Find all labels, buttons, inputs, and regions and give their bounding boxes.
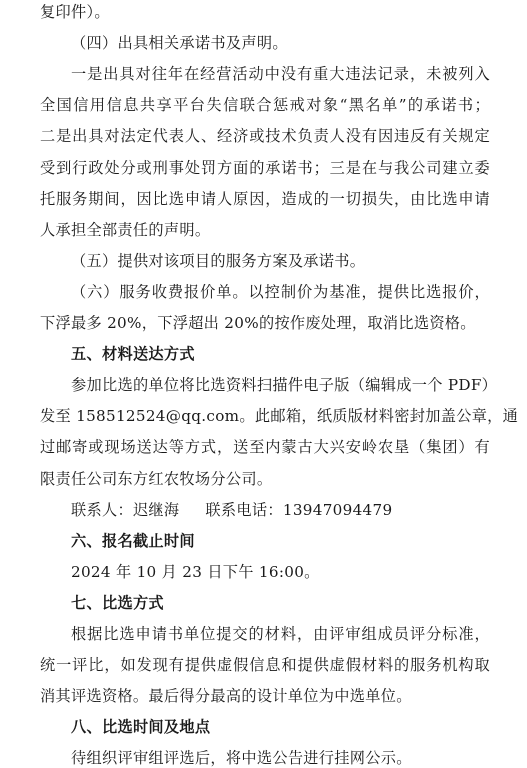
- item-5-heading: （五）提供对该项目的服务方案及承诺书。: [71, 251, 366, 270]
- paragraph-line: 待组织评审组评选后，将中选公告进行挂网公示。: [71, 749, 412, 768]
- paragraph-line: 人承担全部责任的声明。: [40, 220, 211, 239]
- paragraph-line: 根据比选申请书单位提交的材料，由评审组成员评分标准，: [71, 625, 490, 643]
- section-8-heading: 八、比选时间及地点: [71, 718, 211, 737]
- paragraph-line: 二是出具对法定代表人、经济或技术负责人没有因违反有关规定: [40, 127, 490, 146]
- section-7-heading: 七、比选方式: [71, 593, 164, 612]
- deadline-text: 2024 年 10 月 23 日下午 16:00。: [71, 562, 320, 581]
- paragraph-line: 过邮寄或现场送达等方式，送至内蒙古大兴安岭农垦（集团）有: [40, 438, 490, 457]
- section-5-heading: 五、材料送达方式: [71, 345, 195, 364]
- item-4-heading: （四）出具相关承诺书及声明。: [71, 34, 288, 53]
- paragraph-line: 下浮最多 20%，下浮超出 20%的按作废处理，取消比选资格。: [40, 314, 476, 332]
- paragraph-line: 一是出具对往年在经营活动中没有重大违法记录，未被列入: [71, 65, 490, 84]
- contact-line: [71, 500, 490, 520]
- item-6-heading: （六）服务收费报价单。以控制价为基准，提供比选报价，: [71, 282, 490, 301]
- contact-phone: 联系电话：13947094479: [205, 500, 393, 519]
- paragraph-line: 复印件）。: [40, 3, 110, 21]
- paragraph-line: 全国信用信息共享平台失信联合惩戒对象“黑名单”的承诺书；: [40, 96, 490, 115]
- paragraph-line: 发至 158512524@qq.com。此邮箱，纸质版材料密封加盖公章，通: [40, 407, 519, 426]
- contact-person: 联系人：迟继海: [71, 500, 180, 519]
- paragraph-line: 托服务期间，因比选申请人原因，造成的一切损失，由比选申请: [40, 189, 490, 208]
- paragraph-line: 消其评选资格。最后得分最高的设计单位为中选单位。: [40, 687, 412, 706]
- section-6-heading: 六、报名截止时间: [71, 531, 195, 550]
- paragraph-line: 限责任公司东方红农牧场分公司。: [40, 469, 273, 488]
- paragraph-line: 统一评比，如发现有提供虚假信息和提供虚假材料的服务机构取: [40, 656, 490, 675]
- paragraph-line: 参加比选的单位将比选资料扫描件电子版（编辑成一个 PDF）: [71, 376, 498, 395]
- paragraph-line: 受到行政处分或刑事处罚方面的承诺书；三是在与我公司建立委: [40, 158, 490, 177]
